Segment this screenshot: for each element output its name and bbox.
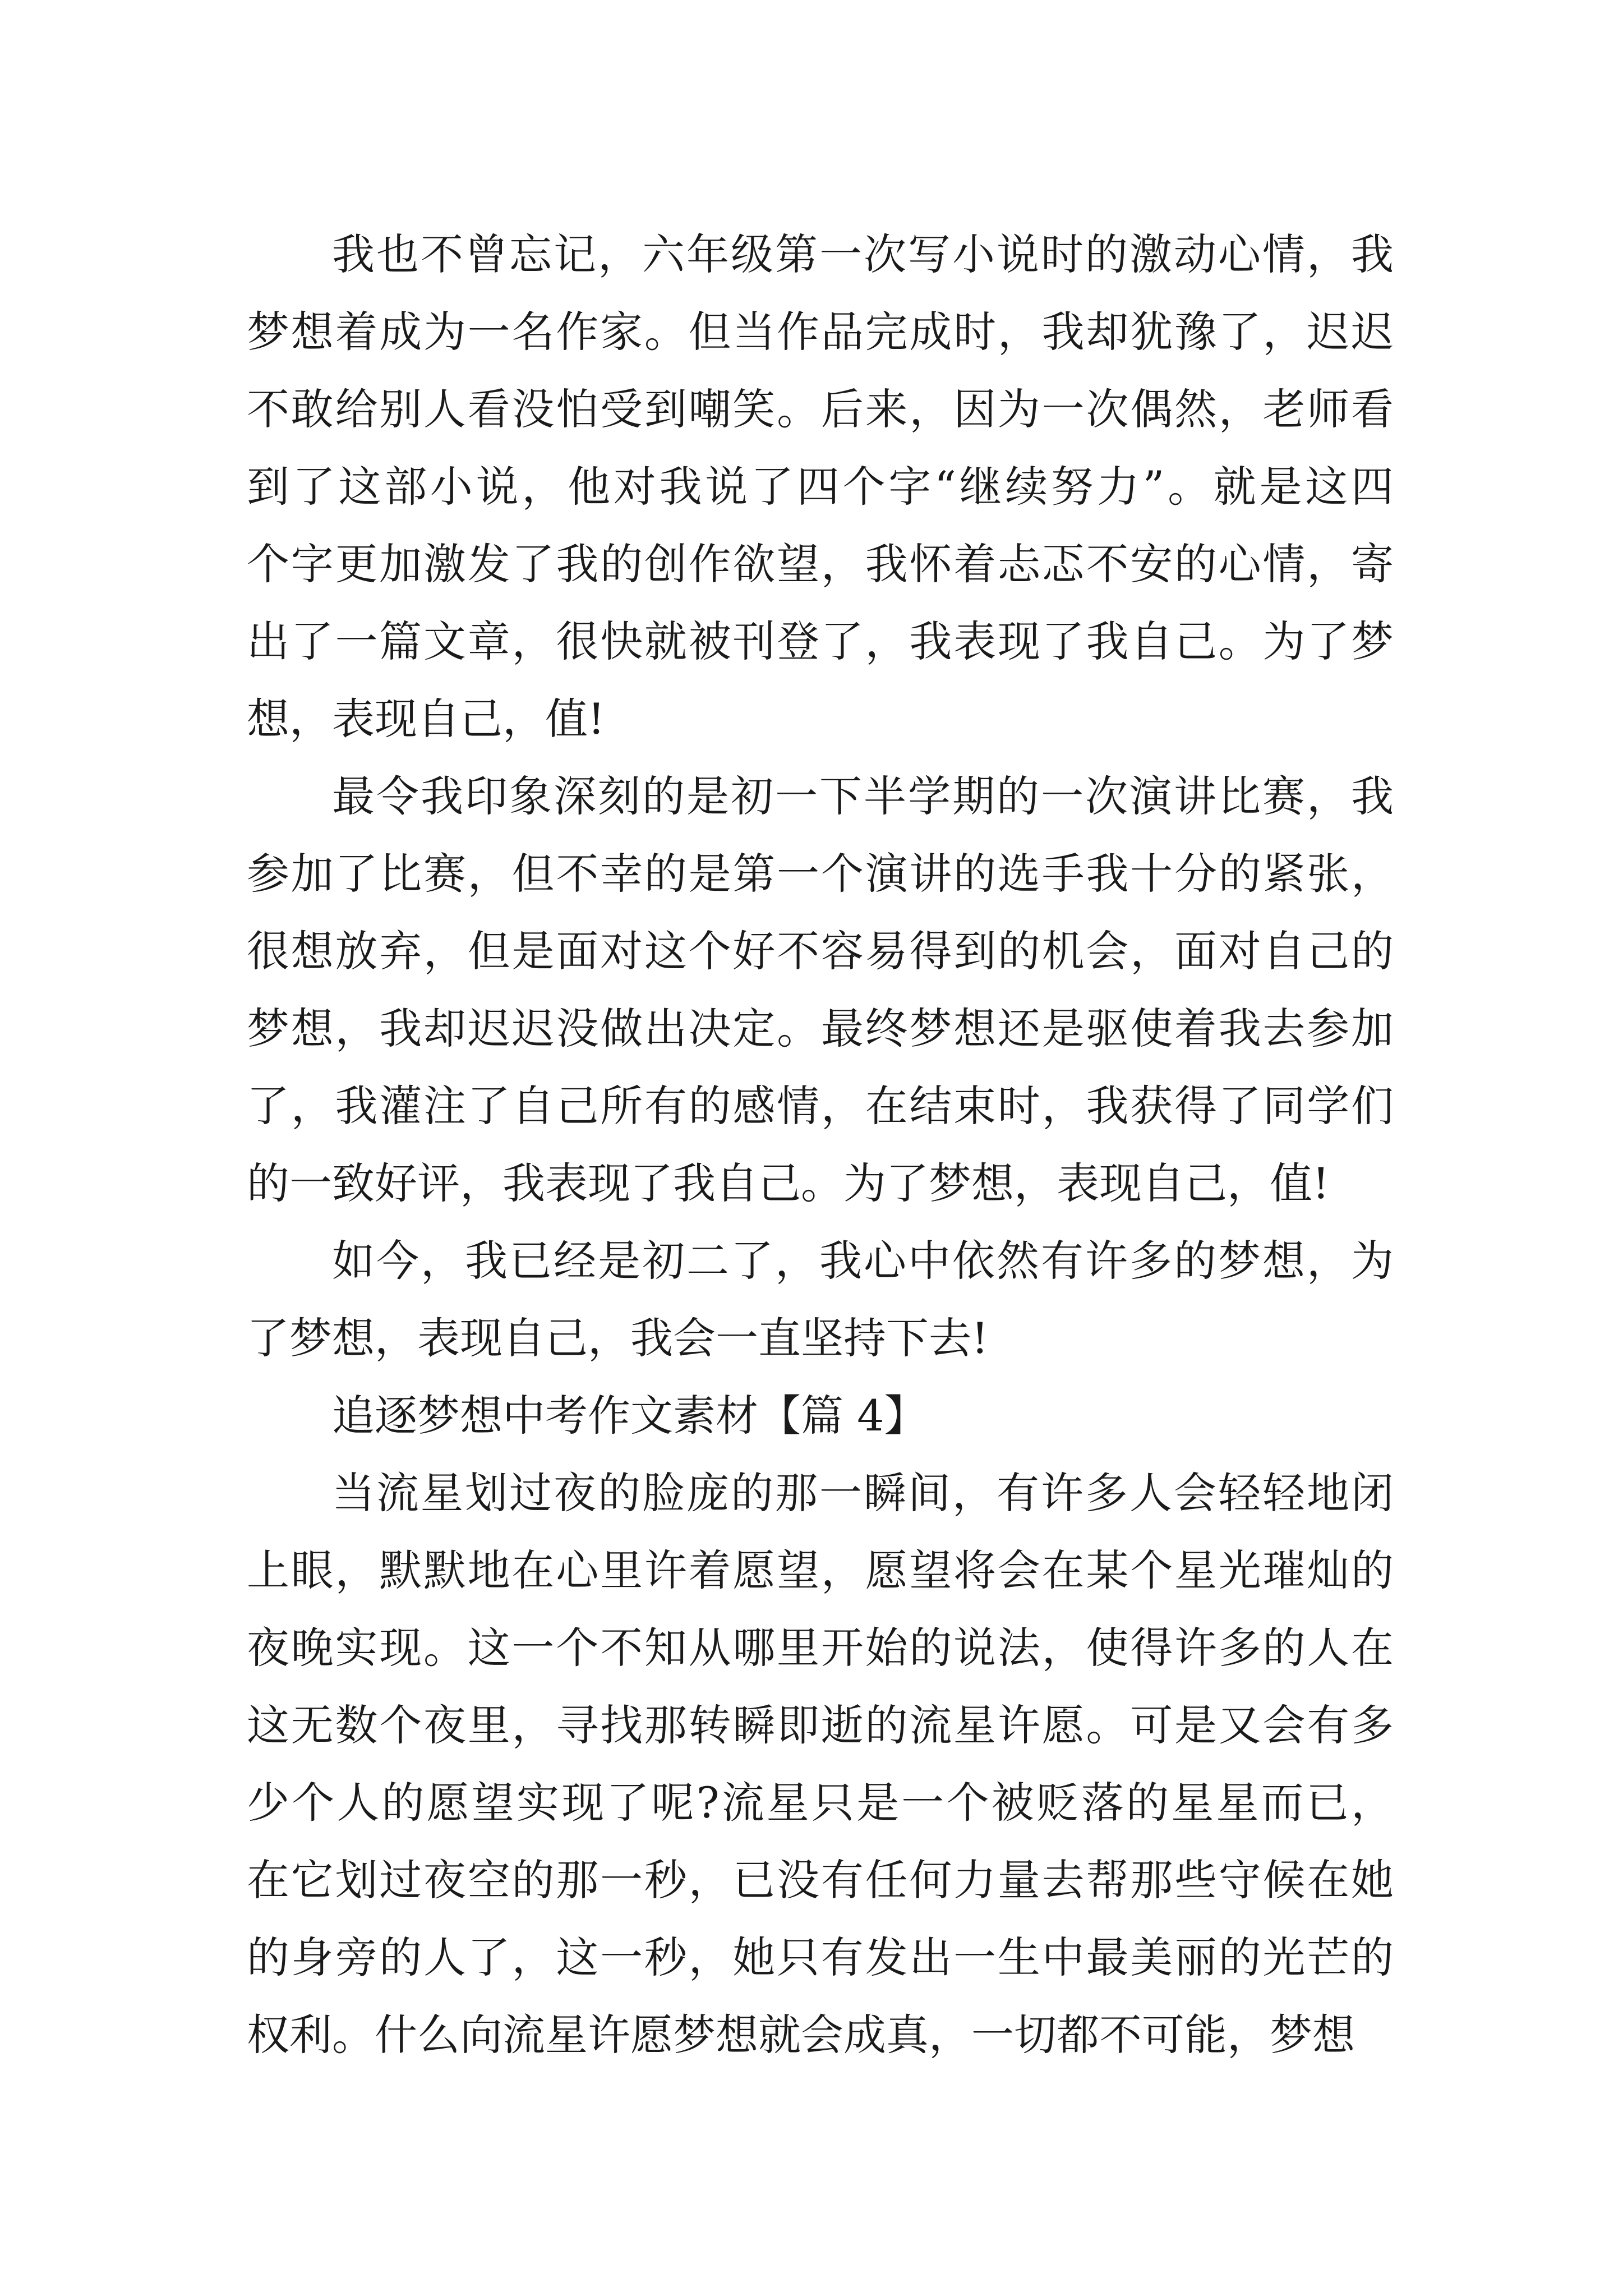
text-line: 少个人的愿望实现了呢?流星只是一个被贬落的星星而已，	[247, 1778, 1394, 1828]
text-line: 梦想着成为一名作家。但当作品完成时，我却犹豫了，迟迟	[247, 307, 1394, 357]
text-line: 权利。什么向流星许愿梦想就会成真，一切都不可能，梦想	[247, 2010, 1355, 2060]
text-line: 当流星划过夜的脸庞的那一瞬间，有许多人会轻轻地闭	[332, 1468, 1394, 1518]
text-line: 个字更加激发了我的创作欲望，我怀着忐忑不安的心情，寄	[247, 539, 1394, 589]
text-line: 不敢给别人看没怕受到嘲笑。后来，因为一次偶然，老师看	[247, 384, 1394, 434]
text-line: 上眼，默默地在心里许着愿望，愿望将会在某个星光璀灿的	[247, 1545, 1394, 1595]
text-line: 最令我印象深刻的是初一下半学期的一次演讲比赛，我	[332, 771, 1394, 821]
text-line: 了，我灌注了自己所有的感情，在结束时，我获得了同学们	[247, 1081, 1394, 1131]
paragraph	[247, 758, 1394, 1222]
paragraph	[247, 1455, 1394, 2074]
text-line: 的一致好评，我表现了我自己。为了梦想，表现自己，值!	[247, 1158, 1330, 1208]
text-line: 很想放弃，但是面对这个好不容易得到的机会，面对自己的	[247, 926, 1394, 976]
text-line: 的身旁的人了，这一秒，她只有发出一生中最美丽的光芒的	[247, 1932, 1394, 1982]
text-line: 到了这部小说，他对我说了四个字“继续努力”。就是这四	[247, 462, 1394, 512]
paragraph	[247, 1222, 1394, 1377]
text-line: 想，表现自己，值!	[247, 694, 605, 744]
text-line: 我也不曾忘记，六年级第一次写小说时的激动心情，我	[332, 229, 1394, 279]
document-body	[247, 216, 1394, 2074]
text-line: 梦想，我却迟迟没做出决定。最终梦想还是驱使着我去参加	[247, 1004, 1394, 1053]
text-line: 在它划过夜空的那一秒，已没有任何力量去帮那些守候在她	[247, 1855, 1394, 1905]
text-line: 夜晚实现。这一个不知从哪里开始的说法，使得许多的人在	[247, 1623, 1394, 1673]
text-line: 如今，我已经是初二了，我心中依然有许多的梦想，为	[332, 1236, 1394, 1286]
heading-text: 追逐梦想中考作文素材【篇 4】	[332, 1391, 927, 1441]
section-heading	[247, 1377, 1394, 1455]
text-line: 出了一篇文章，很快就被刊登了，我表现了我自己。为了梦	[247, 616, 1394, 666]
text-line: 这无数个夜里，寻找那转瞬即逝的流星许愿。可是又会有多	[247, 1700, 1394, 1750]
paragraph	[247, 216, 1394, 758]
text-line: 参加了比赛，但不幸的是第一个演讲的选手我十分的紧张，	[247, 849, 1394, 899]
text-line: 了梦想，表现自己，我会一直坚持下去!	[247, 1313, 989, 1363]
